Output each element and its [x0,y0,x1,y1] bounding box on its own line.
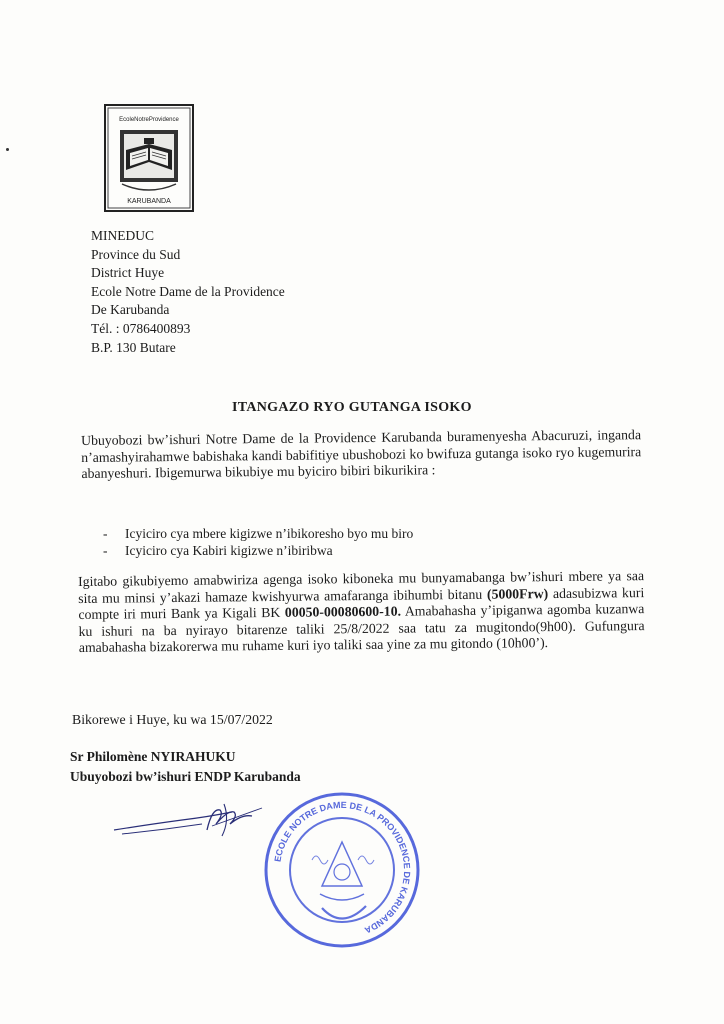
signer-block [70,747,301,787]
list-item-text: Icyiciro cya mbere kigizwe n’ibikoresho byo mu biro [125,526,414,541]
details-text-1: Igitabo gikubiyemo amabwiriza agenga isoko kiboneka mu bunyamabanga bw’ishuri mbere ya saa sita mu minsi y’akazi hamaze kwishyurwa amafaranga ibihumbi bitanu [78,568,645,606]
school-stamp [262,790,422,950]
header-district: District Huye [91,265,165,281]
list-dash: - [103,526,108,541]
svg-text:KARUBANDA: KARUBANDA [127,198,171,205]
school-logo [104,104,194,212]
category-list [103,525,413,559]
header-ministry: MINEDUC [91,228,154,243]
signer-role: Ubuyobozi bw’ishuri ENDP Karubanda [70,769,301,784]
header-school-location: De Karubanda [91,302,170,318]
school-header [91,227,285,357]
header-school-name: Ecole Notre Dame de la Providence [91,283,285,299]
stamp-ring-text: ECOLE NOTRE DAME DE LA PROVIDENCE DE KARUBANDA [272,799,413,936]
header-postal-box: B.P. 130 Butare [91,339,176,355]
fee-amount: (5000Frw) [486,585,549,602]
details-text-3: Amabahasha y’ipiganwa agomba kuzanwa ku ishuri na ba nyirayo bitarenze taliki 25/8/2022 saa tatu za mugitondo(9h00). Gufungura amabahasha bizakorerwa mu ruhame kuri iyo taliki saa yine za mu gitondo (10h00’). [78,601,645,655]
list-item [103,525,413,542]
list-item-text: Icyiciro cya Kabiri kigizwe n’ibiribwa [125,543,333,558]
handwritten-signature [112,790,272,850]
list-dash: - [103,543,108,558]
details-paragraph [78,568,645,656]
details-text-2: adasubizwa kuri compte iri muri Bank ya Kigali BK [78,584,645,622]
date-line: Bikorewe i Huye, ku wa 15/07/2022 [72,712,273,727]
intro-paragraph: Ubuyobozi bw’ishuri Notre Dame de la Providence Karubanda buramenyesha Abacuruzi, inganda n’amashyirahamwe babishaka kandi babifitiye ubushobozi ko bwifuza gutanga isoko ryo kugemurira abanyeshuri. Ibigemurwa bikubiye mu byiciro bibiri bikurikira : [81,427,642,481]
announcement-title: ITANGAZO RYO GUTANGA ISOKO [232,400,472,415]
bank-account-number: 00050-00080600-10. [284,603,402,620]
scan-speck [6,148,9,151]
list-item [103,542,413,559]
school-logo-graphic [104,104,194,212]
signer-name: Sr Philomène NYIRAHUKU [70,749,236,764]
svg-text:ECOLE NOTRE DAME DE LA PROVIDE [273,800,413,936]
header-province: Province du Sud [91,246,181,262]
header-phone: Tél. : 0786400893 [91,320,191,336]
svg-text:EcoleNotreProvidence: EcoleNotreProvidence [119,117,179,123]
